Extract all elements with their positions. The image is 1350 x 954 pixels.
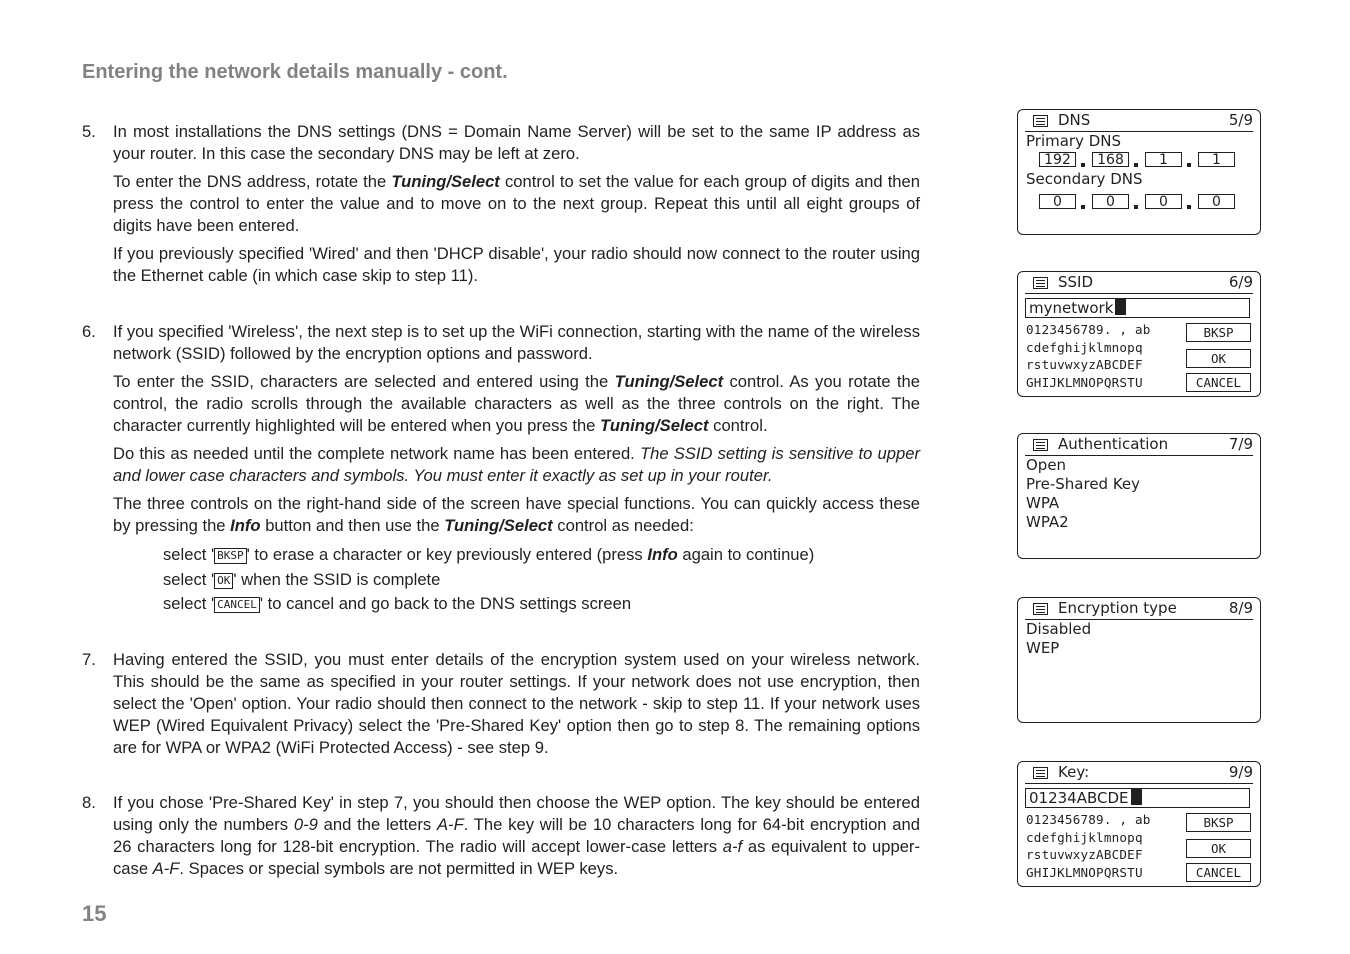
ssid-screen	[1017, 271, 1261, 397]
cancel-control: CANCEL	[1186, 863, 1251, 882]
screen-header	[1025, 111, 1253, 132]
secondary-dns-octet: 0	[1092, 194, 1129, 209]
step-5-para-1: In most installations the DNS settings (DNS = Domain Name Server) will be set to the same IP address as your router. In this case the secondary DNS may be left at zero.	[113, 122, 920, 163]
auth-option: Pre-Shared Key	[1026, 475, 1141, 493]
special-controls-list	[163, 543, 920, 617]
ok-key-label: OK	[214, 573, 233, 589]
select-ok-line: select ' OK ' when the SSID is complete	[163, 569, 441, 589]
select-cancel-line: select ' CANCEL ' to cancel and go back to the DNS settings screen	[163, 594, 632, 613]
encryption-option: WEP	[1026, 639, 1060, 657]
step-number: 6.	[82, 322, 96, 341]
screen-title: Encryption type	[1058, 599, 1177, 617]
screen-header	[1025, 599, 1253, 620]
ssid-entry-field: mynetwork	[1025, 298, 1250, 318]
dot-separator	[1187, 163, 1191, 167]
text-cursor	[1115, 299, 1126, 315]
step-6-para-1: If you specified 'Wireless', the next step is to set up the WiFi connection, starting with the name of the wireless network (SSID) followed by the encryption options and password.	[113, 322, 920, 363]
auth-option: WPA	[1026, 494, 1060, 512]
step-7-para-1: Having entered the SSID, you must enter details of the encryption system used on your wireless network. This should be the same as specified in your router settings. If your network does not use encryption, then select the 'Open' option. Your radio should then connect to the network - skip to step 11. If your network uses WEP (Wired Equivalent Privacy) select the 'Pre-Shared Key' option then go to step 8. The remaining options are for WPA or WPA2 (WiFi Protected Access) - see step 9.	[113, 650, 920, 757]
character-grid: 0123456789. , ab cdefghijklmnopq rstuvwxyzABCDEF GHIJKLMNOPQRSTU	[1026, 322, 1151, 390]
select-bksp-line: select ' BKSP ' to erase a character or key previously entered (press Info again to continue)	[163, 545, 815, 564]
dot-separator	[1081, 163, 1085, 167]
ok-control: OK	[1186, 349, 1251, 368]
secondary-dns-octet: 0	[1039, 194, 1076, 209]
dot-separator	[1134, 205, 1138, 209]
menu-list-icon	[1033, 277, 1048, 289]
primary-dns-label: Primary DNS	[1026, 132, 1122, 150]
bksp-control: BKSP	[1186, 323, 1251, 342]
step-8-para-1: If you chose 'Pre-Shared Key' in step 7, you should then choose the WEP option. The key should be entered using only the numbers 0-9 and the letters A-F. The key will be 10 characters long for 64-bit encryption and 26 characters long for 128-bit encryption. The radio will accept lower-case letters a-f as equivalent to upper-case A-F. Spaces or special symbols are not permitted in WEP keys.	[113, 793, 920, 878]
secondary-dns-label: Secondary DNS	[1026, 170, 1143, 188]
authentication-screen	[1017, 433, 1261, 559]
step-6	[82, 321, 920, 617]
dot-separator	[1134, 163, 1138, 167]
page-number: 15	[82, 901, 107, 926]
step-6-para-2: To enter the SSID, characters are selected and entered using the Tuning/Select control. As you rotate the control, the radio scrolls through the available characters as well as the three controls on the right. The character currently highlighted will be entered when you press the Tuning/Select control.	[113, 372, 920, 435]
screen-title: Key:	[1058, 763, 1090, 781]
step-6-para-4: The three controls on the right-hand side of the screen have special functions. You can quickly access these by pressing the Info button and then use the Tuning/Select control as needed:	[113, 494, 920, 535]
step-7	[82, 649, 920, 765]
screen-page-indicator: 7/9	[1228, 435, 1253, 453]
step-8	[82, 792, 920, 886]
screen-page-indicator: 6/9	[1228, 273, 1253, 291]
key-screen	[1017, 761, 1261, 887]
screen-title: DNS	[1058, 111, 1091, 129]
primary-dns-octet: 1	[1145, 152, 1182, 167]
ok-control: OK	[1186, 839, 1251, 858]
dns-screen	[1017, 109, 1261, 235]
menu-list-icon	[1033, 767, 1048, 779]
screen-page-indicator: 9/9	[1228, 763, 1253, 781]
cancel-control: CANCEL	[1186, 373, 1251, 392]
step-number: 7.	[82, 650, 96, 669]
encryption-option: Disabled	[1026, 620, 1092, 638]
step-5-para-3: If you previously specified 'Wired' and then 'DHCP disable', your radio should now connect to the router using the Ethernet cable (in which case skip to step 11).	[113, 244, 920, 285]
step-5-para-2: To enter the DNS address, rotate the Tuning/Select control to set the value for each group of digits and then press the control to enter the value and to move on to the next group. Repeat this until all eight groups of digits have been entered.	[113, 172, 920, 235]
primary-dns-octet: 192	[1039, 152, 1076, 167]
secondary-dns-octet: 0	[1198, 194, 1235, 209]
cancel-key-label: CANCEL	[214, 597, 260, 613]
text-cursor	[1131, 789, 1142, 805]
step-6-para-3: Do this as needed until the complete network name has been entered. The SSID setting is sensitive to upper and lower case characters and symbols. You must enter it exactly as set up in your router.	[113, 444, 920, 485]
dot-separator	[1081, 205, 1085, 209]
screen-header	[1025, 763, 1253, 784]
character-grid: 0123456789. , ab cdefghijklmnopq rstuvwxyzABCDEF GHIJKLMNOPQRSTU	[1026, 812, 1151, 880]
menu-list-icon	[1033, 115, 1048, 127]
menu-list-icon	[1033, 603, 1048, 615]
menu-list-icon	[1033, 439, 1048, 451]
encryption-type-screen	[1017, 597, 1261, 723]
step-number: 5.	[82, 122, 96, 141]
bksp-key-label: BKSP	[214, 548, 247, 564]
screen-page-indicator: 5/9	[1228, 111, 1253, 129]
screen-page-indicator: 8/9	[1228, 599, 1253, 617]
primary-dns-octet: 1	[1198, 152, 1235, 167]
page-title: Entering the network details manually - cont.	[82, 61, 508, 83]
primary-dns-octet: 168	[1092, 152, 1129, 167]
screen-header	[1025, 273, 1253, 294]
step-number: 8.	[82, 793, 96, 812]
screen-title: SSID	[1058, 273, 1094, 291]
key-entry-field: 01234ABCDE	[1025, 788, 1250, 808]
bksp-control: BKSP	[1186, 813, 1251, 832]
step-5	[82, 121, 920, 293]
auth-option: WPA2	[1026, 513, 1069, 531]
screen-header	[1025, 435, 1253, 456]
dot-separator	[1187, 205, 1191, 209]
secondary-dns-octet: 0	[1145, 194, 1182, 209]
screen-title: Authentication	[1058, 435, 1169, 453]
auth-option: Open	[1026, 456, 1067, 474]
